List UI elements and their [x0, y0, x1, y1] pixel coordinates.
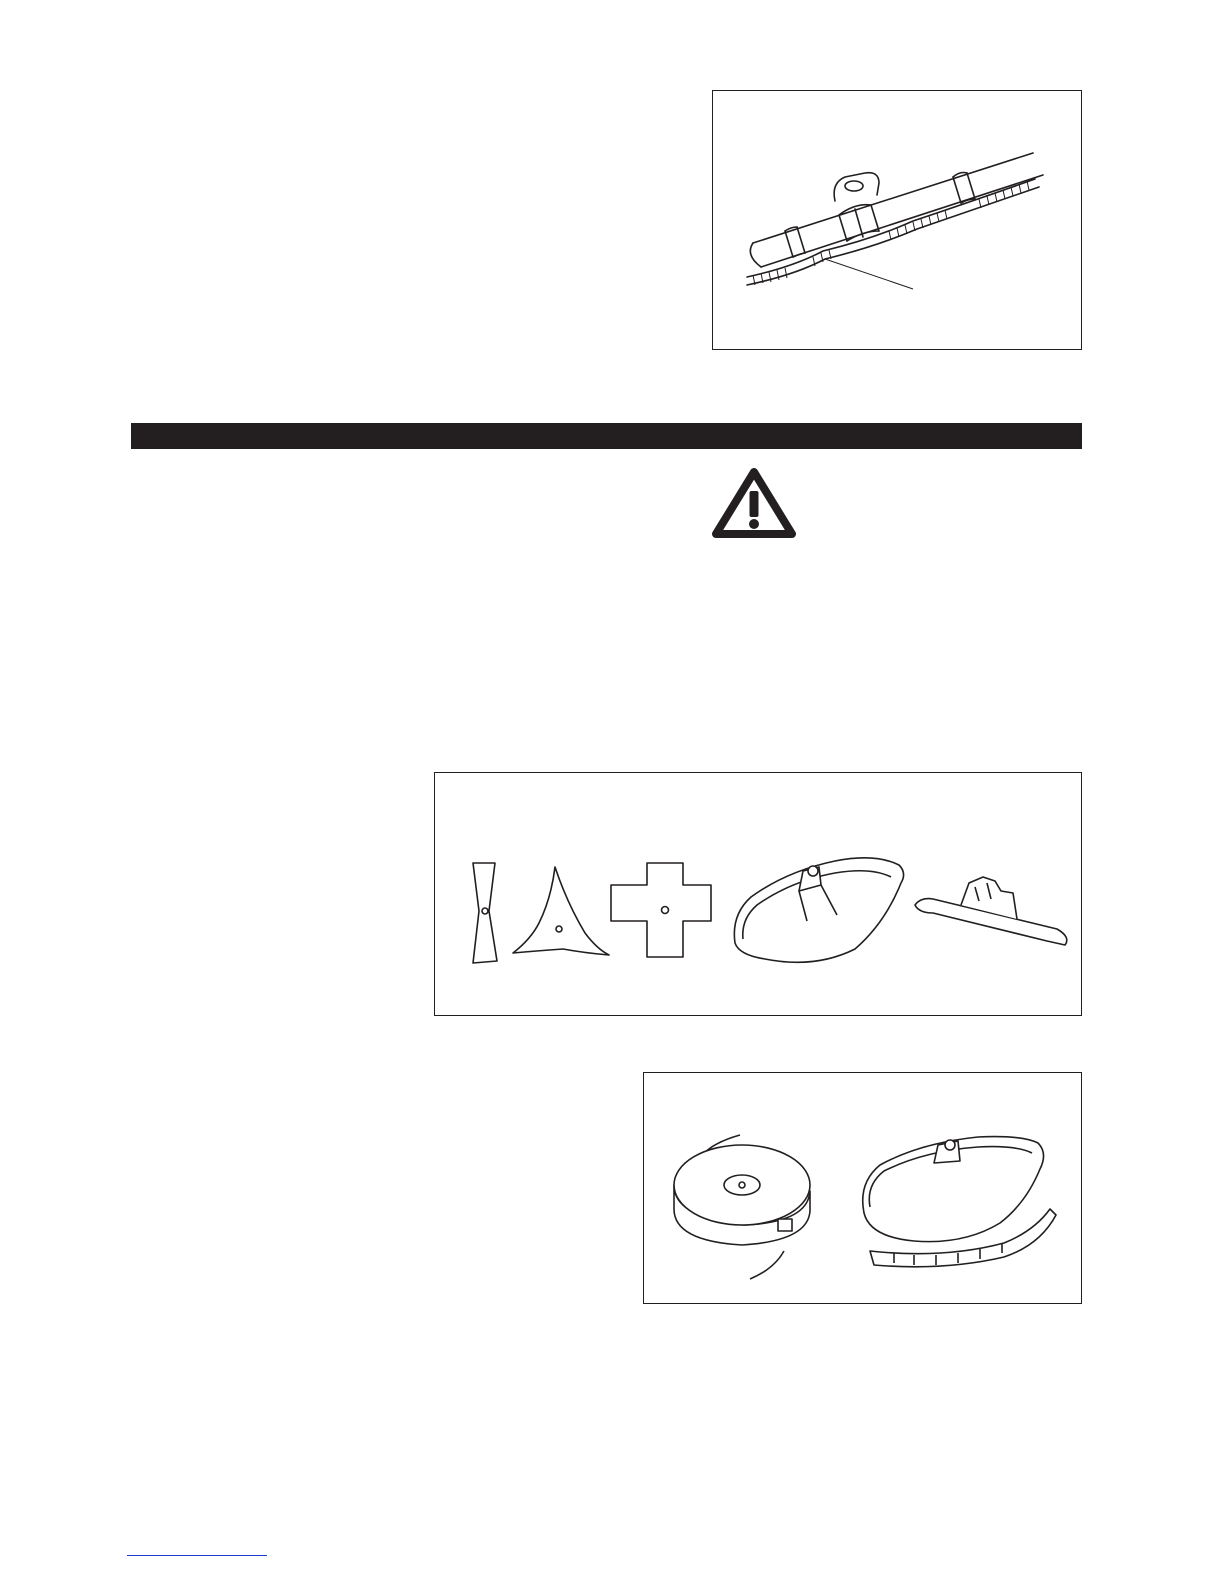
warning-triangle-icon: [710, 466, 798, 540]
shaft-cable-illustration: [713, 91, 1083, 351]
figure-blade-attachments: [434, 772, 1082, 1016]
figure-cable-clamp: [712, 90, 1082, 350]
trimmer-head-illustration: [644, 1073, 1083, 1305]
section-header-bar: [131, 423, 1082, 449]
section-title: [131, 428, 141, 444]
three-tooth-blade: [513, 867, 609, 955]
blade-attachments-illustration: [435, 773, 1083, 1017]
footer-link[interactable]: [127, 1555, 267, 1556]
figure-trimmer-head: [643, 1072, 1082, 1304]
